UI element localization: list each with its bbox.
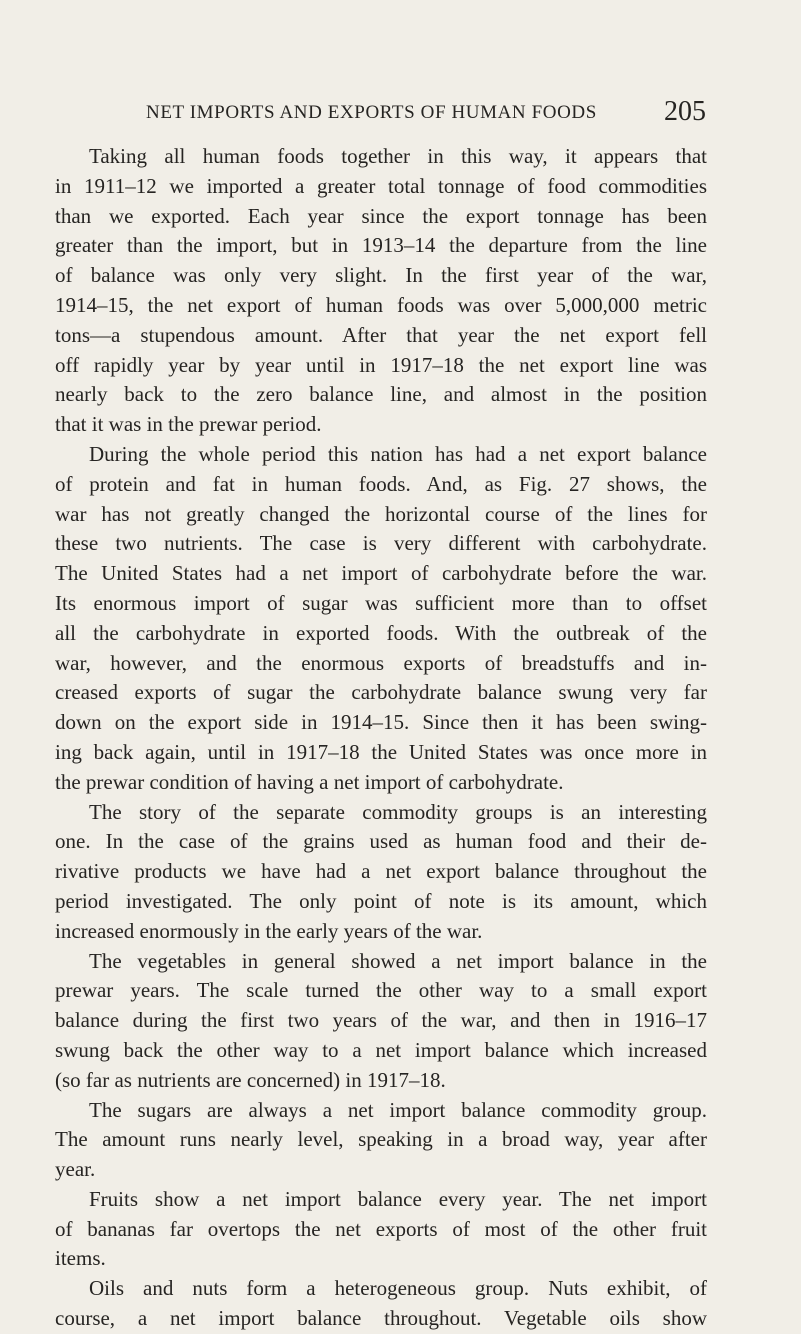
text-line: swung back the other way to a net import balance which increased — [55, 1037, 707, 1062]
text-line: balance during the first two years of the war, and then in 1916–17 — [55, 1008, 707, 1033]
text-line-paragraph-start: The story of the separate commodity groups is an interesting — [89, 799, 707, 824]
text-line-paragraph-start: The sugars are always a net import balance commodity group. — [89, 1097, 707, 1122]
text-line: period investigated. The only point of note is its amount, which — [55, 888, 707, 913]
running-header — [146, 96, 706, 136]
body-text — [55, 142, 707, 1334]
text-line: off rapidly year by year until in 1917–18 the net export line was — [55, 352, 707, 377]
text-line: of balance was only very slight. In the first year of the war, — [55, 263, 707, 288]
text-line-paragraph-start: Fruits show a net import balance every year. The net import — [89, 1186, 707, 1211]
text-line: Its enormous import of sugar was sufficient more than to offset — [55, 590, 707, 615]
text-line-paragraph-end: the prewar condition of having a net import of carbohydrate. — [55, 769, 564, 794]
text-line: greater than the import, but in 1913–14 the departure from the line — [55, 233, 707, 258]
text-line: war, however, and the enormous exports of breadstuffs and in- — [55, 650, 707, 675]
text-line-paragraph-start: Taking all human foods together in this way, it appears that — [89, 144, 707, 168]
text-line-paragraph-start: The vegetables in general showed a net import balance in the — [89, 948, 707, 973]
text-line: one. In the case of the grains used as human food and their de- — [55, 829, 707, 854]
text-line: prewar years. The scale turned the other way to a small export — [55, 978, 707, 1003]
text-line: war has not greatly changed the horizontal course of the lines for — [55, 501, 707, 526]
text-line: The United States had a net import of carbohydrate before the war. — [55, 561, 707, 586]
text-line-paragraph-start: Oils and nuts form a heterogeneous group. Nuts exhibit, of — [89, 1276, 707, 1301]
text-line: in 1911–12 we imported a greater total tonnage of food commodities — [55, 173, 707, 198]
page-number: 205 — [664, 96, 706, 127]
text-line-paragraph-end: increased enormously in the early years of the war. — [55, 918, 483, 943]
text-line: creased exports of sugar the carbohydrate balance swung very far — [55, 680, 707, 705]
text-line: these two nutrients. The case is very different with carbohydrate. — [55, 531, 707, 556]
text-line: ing back again, until in 1917–18 the United States was once more in — [55, 739, 707, 764]
text-line: all the carbohydrate in exported foods. With the outbreak of the — [55, 620, 707, 645]
text-line: of protein and fat in human foods. And, as Fig. 27 shows, the — [55, 471, 707, 496]
text-line: of bananas far overtops the net exports of most of the other fruit — [55, 1216, 707, 1241]
text-line-paragraph-end: year. — [55, 1157, 96, 1182]
text-line-paragraph-end: that it was in the prewar period. — [55, 412, 322, 437]
text-line-paragraph-start: During the whole period this nation has had a net export balance — [89, 441, 707, 466]
text-line: than we exported. Each year since the export tonnage has been — [55, 203, 707, 228]
text-line: tons—a stupendous amount. After that year the net export fell — [55, 322, 707, 347]
text-line: nearly back to the zero balance line, and almost in the position — [55, 382, 707, 407]
text-line: 1914–15, the net export of human foods was over 5,000,000 metric — [55, 292, 707, 317]
text-line-paragraph-end: items. — [55, 1246, 106, 1271]
text-line-paragraph-end: (so far as nutrients are concerned) in 1917–18. — [55, 1067, 446, 1092]
text-line: down on the export side in 1914–15. Since then it has been swing- — [55, 710, 707, 735]
text-line: The amount runs nearly level, speaking in a broad way, year after — [55, 1127, 707, 1152]
running-head-title: NET IMPORTS AND EXPORTS OF HUMAN FOODS — [146, 102, 597, 123]
text-line: course, a net import balance throughout. Vegetable oils show — [55, 1306, 707, 1331]
text-line: rivative products we have had a net export balance throughout the — [55, 859, 707, 884]
